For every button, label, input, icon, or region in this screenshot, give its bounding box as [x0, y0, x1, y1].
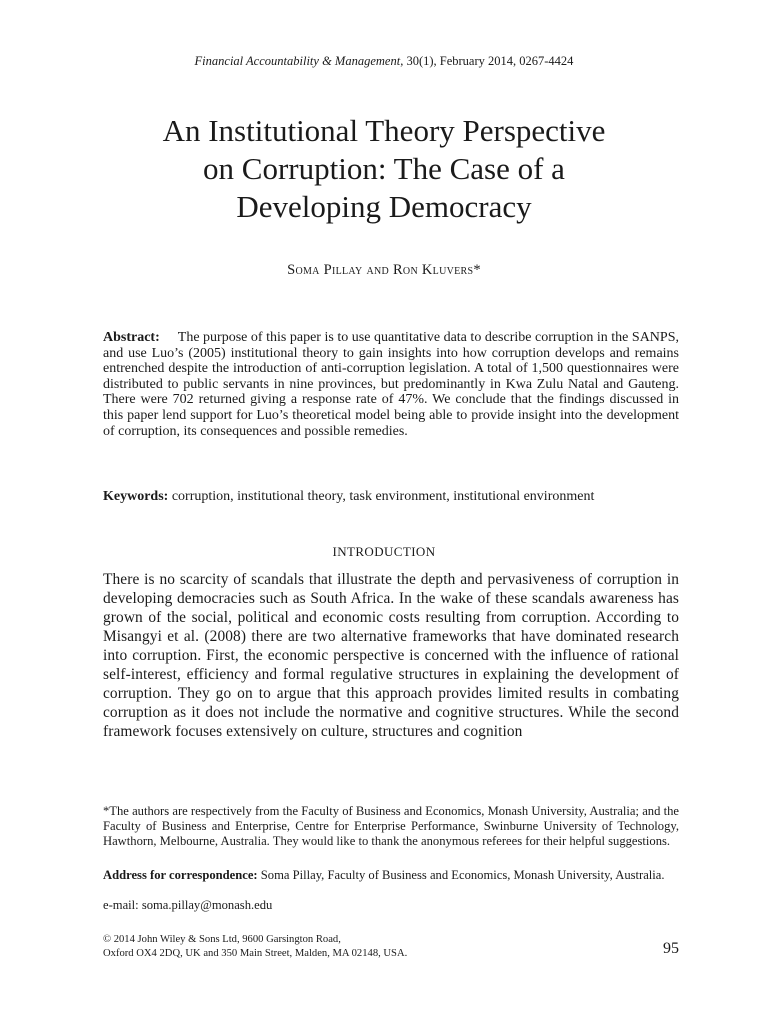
journal-name: Financial Accountability & Management [194, 54, 401, 68]
keywords [103, 489, 679, 505]
correspondence-text: Soma Pillay, Faculty of Business and Economics, Monash University, Australia. [257, 868, 665, 882]
abstract [103, 330, 679, 439]
author-footnote: *The authors are respectively from the Faculty of Business and Economics, Monash University, Australia; and the Faculty of Business and Enterprise, Centre for Enterprise Performance, Swinburne University of Technology, Hawthorn, Melbourne, Australia. They would like to thank the anonymous referees for their helpful suggestions. [103, 804, 679, 849]
copyright-notice [103, 933, 623, 961]
correspondence-email: e-mail: soma.pillay@monash.edu [103, 898, 273, 912]
abstract-text: The purpose of this paper is to use quantitative data to describe corruption in the SANPS, and use Luo’s (2005) institutional theory to gain insights into how corruption develops and remains entrenched despite the introduction of anti-corruption legislation. A total of 1,500 questionnaires were distributed to public servants in nine provinces, but predominantly in Kwa Zulu Natal and Gauteng. There were 702 returned giving a response rate of 47%. We conclude that the findings discussed in this paper lend support for Luo’s theoretical model being able to provide insight into the development of corruption, its consequences and possible remedies. [103, 330, 679, 439]
keywords-text: corruption, institutional theory, task environment, institutional environment [168, 489, 595, 504]
page-number: 95 [663, 940, 679, 957]
introduction-paragraph: There is no scarcity of scandals that illustrate the depth and pervasiveness of corruption in developing democracies such as South Africa. In the wake of these scandals awareness has grown of the social, political and economic costs resulting from corruption. According to Misangyi et al. (2008) there are two alternative frameworks that have dominated research into corruption. First, the economic perspective is concerned with the influence of rational self-interest, efficiency and formal regulative structures in explaining the development of corruption. They go on to argue that this approach provides limited results in combating corruption as it does not include the normative and cognitive structures. While the second framework focuses extensively on culture, structures and cognition [103, 571, 679, 740]
running-head [0, 54, 768, 69]
section-heading-introduction: INTRODUCTION [332, 544, 436, 559]
copyright-line-1: © 2014 John Wiley & Sons Ltd, 9600 Garsington Road, [103, 934, 341, 945]
correspondence-address [103, 868, 679, 883]
correspondence-label: Address for correspondence: [103, 868, 258, 882]
title-line-3: Developing Democracy [236, 189, 532, 224]
author-names: Soma Pillay and Ron Kluvers* [287, 262, 481, 278]
copyright-line-2: Oxford OX4 2DQ, UK and 350 Main Street, Malden, MA 02148, USA. [103, 948, 408, 959]
title-line-1: An Institutional Theory Perspective [162, 113, 606, 148]
keywords-label: Keywords: [103, 489, 169, 504]
title-line-2: on Corruption: The Case of a [203, 151, 565, 186]
abstract-label: Abstract: [103, 330, 160, 345]
journal-issue-details: , 30(1), February 2014, 0267-4424 [400, 54, 574, 68]
author-list [0, 262, 768, 279]
article-title [84, 112, 684, 226]
